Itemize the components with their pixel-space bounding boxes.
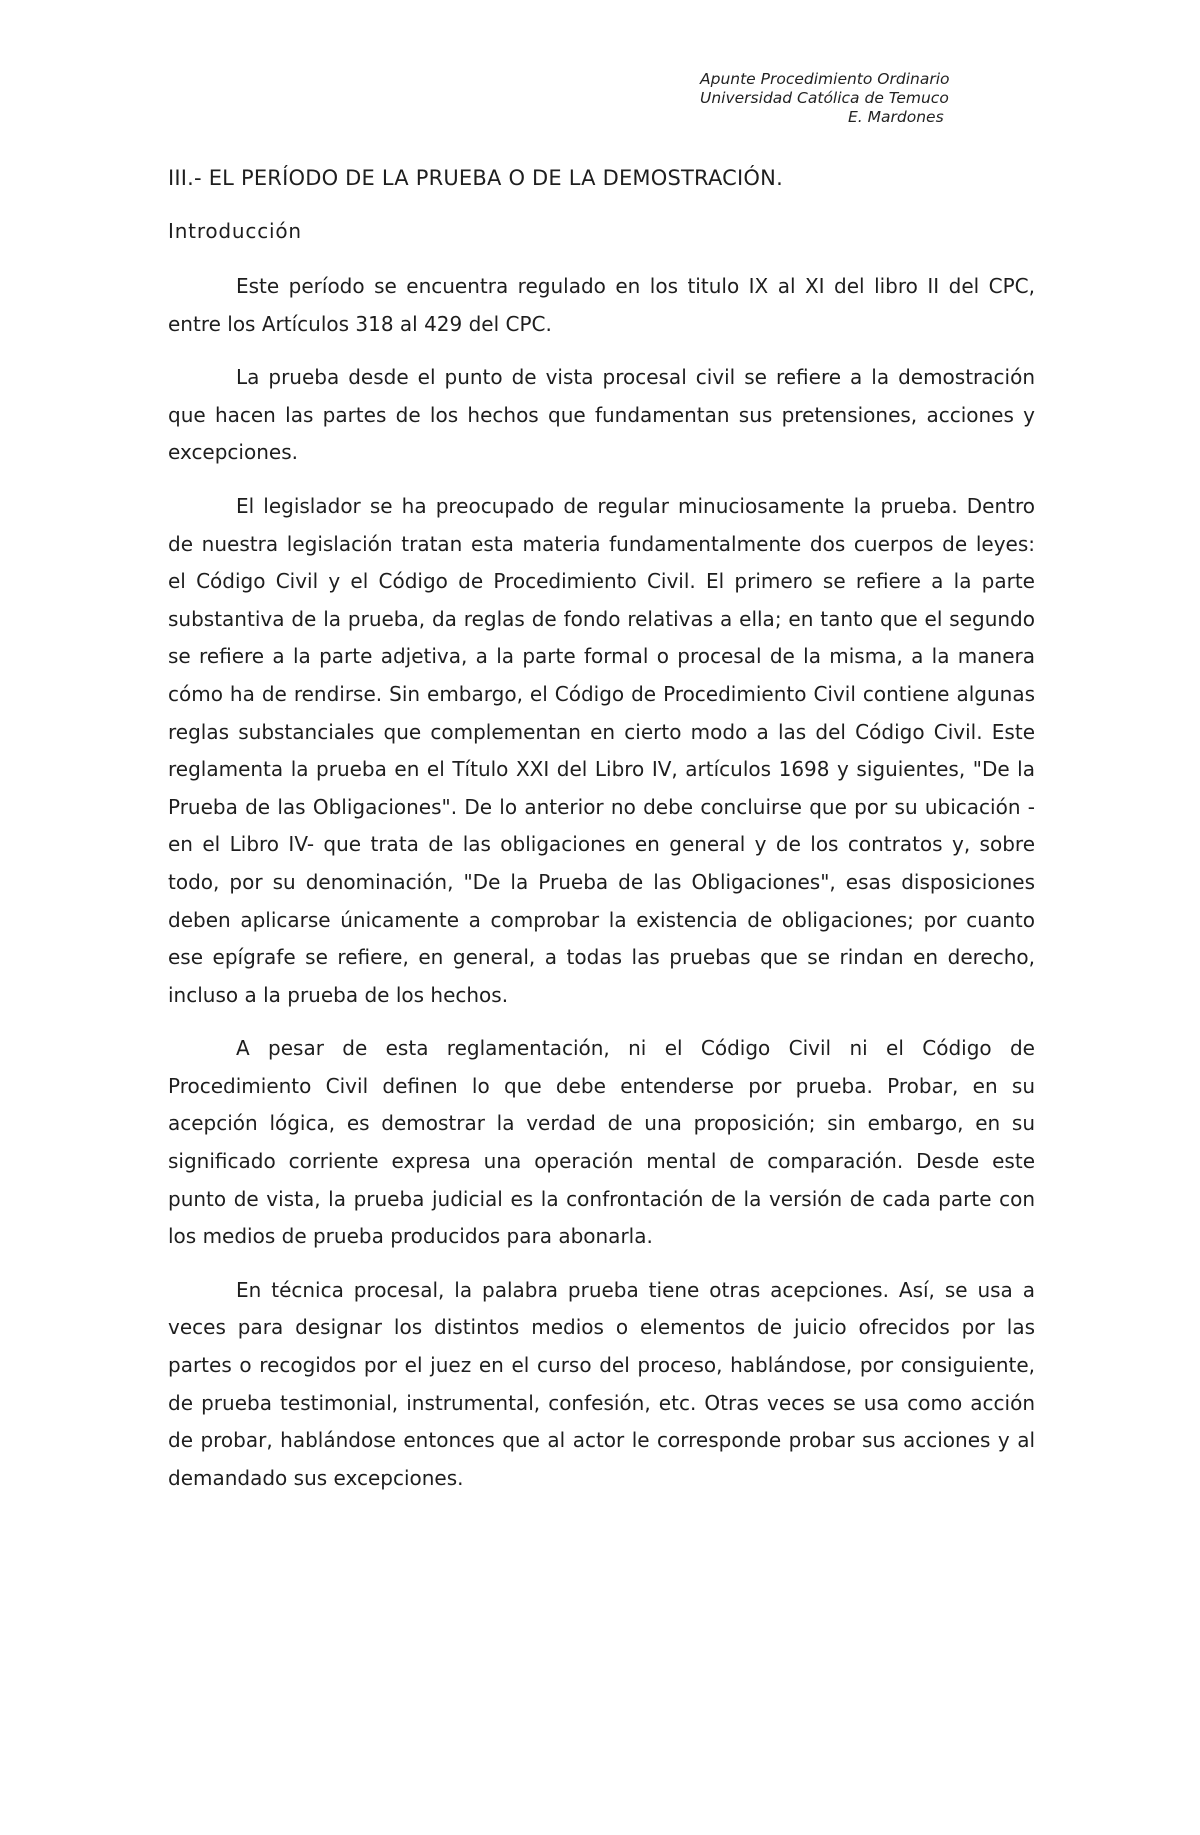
header-university: Universidad Católica de Temuco — [700, 89, 949, 107]
paragraph: La prueba desde el punto de vista procesal civil se refiere a la demostración que hacen las partes de los hechos que fundamentan sus pretensiones, acciones y excepciones. — [168, 365, 1035, 465]
page-header — [700, 70, 1100, 127]
header-author: E. Mardones — [848, 108, 944, 126]
paragraph: Este período se encuentra regulado en los titulo IX al XI del libro II del CPC, entre los Artículos 318 al 429 del CPC. — [168, 274, 1035, 336]
paragraph: A pesar de esta reglamentación, ni el Código Civil ni el Código de Procedimiento Civil definen lo que debe entenderse por prueba. Probar, en su acepción lógica, es demostrar la verdad de una proposición; sin embargo, en su significado corriente expresa una operación mental de comparación. Desde este punto de vista, la prueba judicial es la confrontación de la versión de cada parte con los medios de prueba producidos para abonarla. — [168, 1036, 1035, 1249]
header-course: Apunte Procedimiento Ordinario — [700, 70, 950, 88]
paragraph: El legislador se ha preocupado de regular minuciosamente la prueba. Dentro de nuestra legislación tratan esta materia fundamentalmente dos cuerpos de leyes: el Código Civil y el Código de Procedimiento Civil. El primero se refiere a la parte substantiva de la prueba, da reglas de fondo relativas a ella; en tanto que el segundo se refiere a la parte adjetiva, a la parte formal o procesal de la misma, a la manera cómo ha de rendirse. Sin embargo, el Código de Procedimiento Civil contiene algunas reglas substanciales que complementan en cierto modo a las del Código Civil. Este reglamenta la prueba en el Título XXI del Libro IV, artículos 1698 y siguientes, "De la Prueba de las Obligaciones". De lo anterior no debe concluirse que por su ubicación -en el Libro IV- que trata de las obligaciones en general y de los contratos y, sobre todo, por su denominación, "De la Prueba de las Obligaciones", esas disposiciones deben aplicarse únicamente a comprobar la existencia de obligaciones; por cuanto ese epígrafe se refiere, en general, a todas las pruebas que se rindan en derecho, incluso a la prueba de los hechos. — [168, 493, 1035, 1007]
paragraph: En técnica procesal, la palabra prueba tiene otras acepciones. Así, se usa a veces para designar los distintos medios o elementos de juicio ofrecidos por las partes o recogidos por el juez en el curso del proceso, hablándose, por consiguiente, de prueba testimonial, instrumental, confesión, etc. Otras veces se usa como acción de probar, hablándose entonces que al actor le corresponde probar sus acciones y al demandado sus excepciones. — [168, 1277, 1035, 1490]
subsection-title: Introducción — [168, 219, 302, 243]
section-title: III.- EL PERÍODO DE LA PRUEBA O DE LA DEMOSTRACIÓN. — [168, 166, 783, 190]
document-body — [168, 268, 1035, 1513]
